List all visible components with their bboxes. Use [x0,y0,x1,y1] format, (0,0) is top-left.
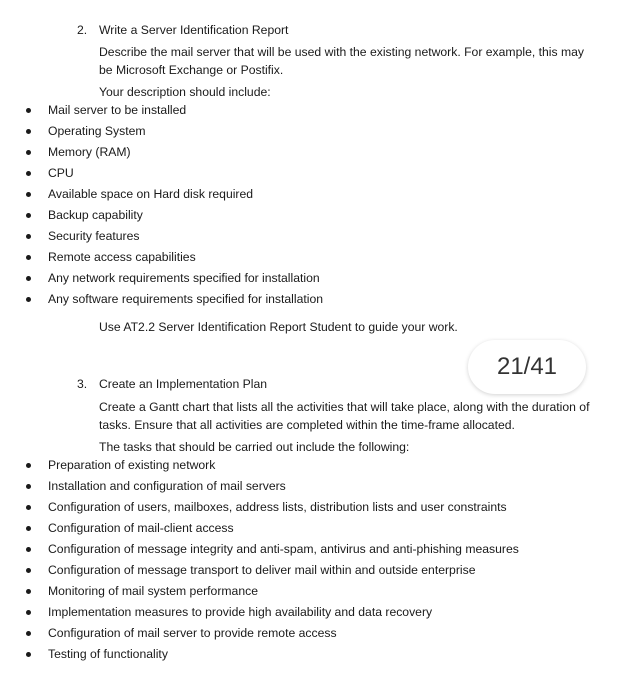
bullet-icon [26,526,31,531]
list-item: CPU [48,166,74,180]
list-item: Configuration of users, mailboxes, address lists, distribution lists and user constraints [48,500,507,514]
list-item: Memory (RAM) [48,145,131,159]
list-item: Any network requirements specified for installation [48,271,320,285]
section-3-intro: The tasks that should be carried out include the following: [99,440,410,454]
bullet-icon [26,463,31,468]
section-3-title: Create an Implementation Plan [99,377,268,391]
list-item: Preparation of existing network [48,458,216,472]
bullet-icon [26,129,31,134]
list-item: Monitoring of mail system performance [48,584,258,598]
bullet-icon [26,652,31,657]
bullet-icon [26,192,31,197]
page-indicator: 21/41 [468,340,586,394]
bullet-icon [26,631,31,636]
bullet-icon [26,171,31,176]
bullet-icon [26,547,31,552]
bullet-icon [26,213,31,218]
list-item: Configuration of message transport to deliver mail within and outside enterprise [48,563,476,577]
section-2-intro: Your description should include: [99,85,271,99]
section-2-note: Use AT2.2 Server Identification Report Student to guide your work. [99,320,458,334]
list-item: Backup capability [48,208,143,222]
list-item: Configuration of mail server to provide remote access [48,626,337,640]
bullet-icon [26,255,31,260]
bullet-icon [26,505,31,510]
list-item: Installation and configuration of mail servers [48,479,286,493]
bullet-icon [26,297,31,302]
bullet-icon [26,276,31,281]
list-item: Mail server to be installed [48,103,187,117]
list-item: Configuration of message integrity and anti-spam, antivirus and anti-phishing measures [48,542,519,556]
list-item: Available space on Hard disk required [48,187,254,201]
list-item: Remote access capabilities [48,250,196,264]
bullet-icon [26,589,31,594]
section-2-description: Describe the mail server that will be used with the existing network. For example, this may be Microsoft Exchange or Postifix. [99,45,584,77]
section-3-description: Create a Gantt chart that lists all the activities that will take place, along with the duration of tasks. Ensure that all activities are completed within the time-frame allocated. [99,400,590,432]
list-item: Testing of functionality [48,647,168,661]
bullet-icon [26,108,31,113]
section-2-number: 2. [77,23,88,37]
section-3-number: 3. [77,377,88,391]
list-item: Configuration of mail-client access [48,521,234,535]
list-item: Security features [48,229,140,243]
list-item: Implementation measures to provide high availability and data recovery [48,605,433,619]
list-item: Any software requirements specified for installation [48,292,324,306]
list-item: Operating System [48,124,146,138]
bullet-icon [26,484,31,489]
bullet-icon [26,150,31,155]
bullet-icon [26,568,31,573]
bullet-icon [26,234,31,239]
section-2-title: Write a Server Identification Report [99,23,289,37]
bullet-icon [26,610,31,615]
